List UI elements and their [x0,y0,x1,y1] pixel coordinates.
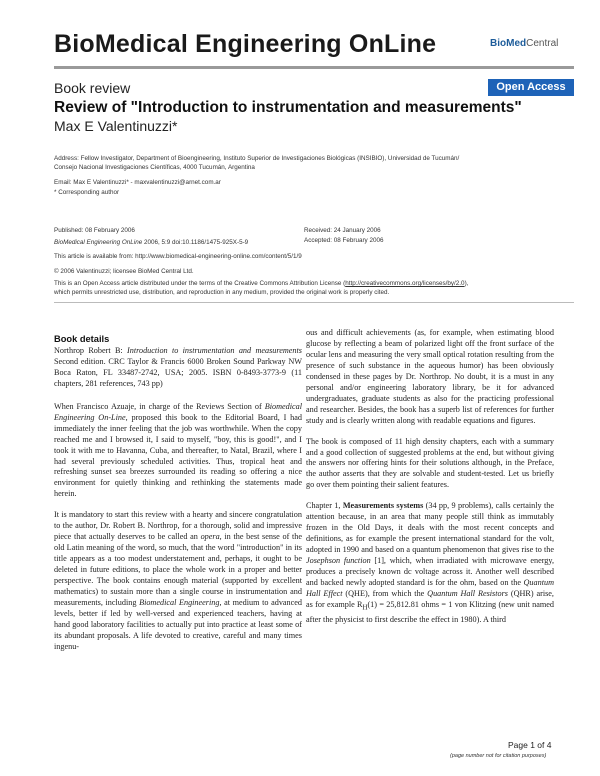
p5-text-e: (QHR) arise, as for example R [306,588,554,609]
book-details-title: Introduction to instrumentation and measurements [127,345,302,355]
p2-text-b: , in the best sense of the old Latin meaning of the word, so much, that the word "introduction" in its title appears as a too modest understatement and, perhaps, it ought to be deleted in future editions, to place the whole work in a proper and better perspective. The book contains enough material (supported by excellent mathematics) to sustain more than a single course in instrumentation and measurements, including [54,532,302,607]
p1-text-b: , proposed this book to the Editorial Board, I had immediately the inner feeling that the job was worthwhile. When the copy reached me and I browsed it, I said to myself, "boy, this is good!", and I took it with me to Havanna, Cuba, and thereafter, to Natal, Brazil, where I had several previously scheduled activities. Thus, tropical heat and refreshing sunset sea breezes surrounded its reading so offering a nice environment for quietly thinking and rethinking the statements made herein. [54,412,303,499]
citation [54,238,248,247]
license-text [54,279,574,297]
corresponding-author-note: * Corresponding author [54,189,120,196]
p5-italic-1: Josephson function [306,556,371,566]
p5-text-f: (1) = 25,812.81 ohms = 1 von Klitzing (new unit named after the physicist to first describe the effect in 1980). A third [306,599,555,624]
metadata-rule [54,302,574,303]
book-details-paragraph [54,346,302,390]
citation-journal: BioMedical Engineering OnLine [54,239,143,246]
address-line-2: Consejo Nacional Investigaciones Científicas, 4000 Tucumán, Argentina [54,164,255,171]
accepted-date: Accepted: 08 February 2006 [304,237,384,244]
p5-text-b: (34 pp, 9 problems), calls certainly the attention because, in an area that many people still think as immutably frozen in the Old Days, it deals with the most recent concepts and definitions, as for example the present international standard for the volt, adopted in 1990 and based on a quantum phenomenon that gives rise to the [306,501,555,555]
paragraph-5 [306,501,554,625]
author-email[interactable]: Email: Max E Valentinuzzi* - maxvalentinuzzi@arnet.com.ar [54,179,221,186]
p5-text-a: Chapter 1, [306,501,343,511]
article-authors: Max E Valentinuzzi* [54,118,178,134]
left-column [54,334,302,663]
logo-part-central: Central [526,38,559,49]
license-link[interactable]: http://creativecommons.org/licenses/by/2.0 [345,280,465,287]
article-title: Review of "Introduction to instrumentation and measurements" [54,99,522,116]
journal-title: BioMedical Engineering OnLine [54,30,437,58]
p5-subscript: H [362,604,368,612]
p5-italic-3: Quantum Hall Resistors [427,588,508,598]
book-details-author: Northrop Robert B: [54,345,128,355]
availability-url[interactable]: This article is available from: http://www.biomedical-engineering-online.com/content/5/1/9 [54,253,302,260]
book-details-publisher: Second edition. CRC Taylor & Francis 6000 Broken Sound Parkway NW Boca Raton, FL 33487-2742, USA; 2005. ISBN 0-8493-3773-9 (11 chapters, 281 references, 743 pp) [54,356,302,388]
book-details-heading: Book details [54,334,110,344]
license-text-c: which permits unrestricted use, distribution, and reproduction in any medium, provided the original work is properly cited. [54,289,390,296]
address-line-1: Address: Fellow Investigator, Department of Bioengineering, Instituto Superior de Investigaciones Biológicas (INSIBIO), Universidad de Tucumán/ [54,155,460,162]
page-number-note: (page number not for citation purposes) [450,753,547,759]
p5-italic-2: Quantum Hall Effect [306,578,554,598]
logo-part-biomed: BioMed [490,38,527,49]
page-number: Page 1 of 4 [508,740,552,750]
p1-text-a: When Francisco Azuaje, in charge of the Reviews Section of [54,401,265,411]
p1-italic: Biomedical Engineering On-Line [54,401,302,422]
header-rule [54,66,574,69]
p2-text-a: It is mandatory to start this review with a hearty and sincere congratulation to the author, Dr. Robert B. Northrop, for a thorough, solid and impressive piece that actually deserves to be called an [54,510,302,542]
paragraph-1 [54,402,302,501]
received-date: Received: 24 January 2006 [304,227,381,234]
biomed-central-logo [490,38,558,49]
p5-bold: Measurements systems [342,501,424,511]
citation-details: 2006, 5:9 doi:10.1186/1475-925X-5-9 [142,239,249,246]
p5-text-d: (QHE), from which the [342,588,428,598]
published-date: Published: 08 February 2006 [54,227,135,234]
section-label: Book review [54,80,131,96]
author-address [54,154,574,172]
paragraph-4: The book is composed of 11 high density chapters, each with a summary and a good collection of suggested problems at the end, but without giving the answers nor offering hints for their solutions although, in the Preface, the author asserts that they are solvable and student-tested. Let us briefly go over them pointing their salient features. [306,436,554,490]
license-text-b: ), [464,280,469,287]
copyright-notice: © 2006 Valentinuzzi; licensee BioMed Central Ltd. [54,268,194,275]
p2-italic-2: Biomedical Engineering [139,597,220,607]
p5-text-c: [1], which, when irradiated with microwave energy, produces a precisely known dc voltage across it. Another well described and backed newly adopted standard is for the ohm, based on the [306,556,554,588]
paragraph-3: ous and difficult achievements (as, for example, when estimating blood glucose by reflecting a beam of polarized light off the front surface of the ocular lens and measuring the very small optical rotation resulting from the presence of such substance in the aqueous humor) has been obviously condensed in these pages by Dr. Northrop. No doubt, it is a must in any personal and/or engineering laboratory library, be it for advanced undergraduates, graduate students as also for the practicing professional and researcher. Besides, the book has a superb list of references for further study and is clearly written along with readable equations and figures. [306,328,554,425]
right-column [306,328,554,635]
p2-text-c: , at medium to advanced levels, better if led by well-versed and experienced teachers, having at hand good laboratory facilities to actually put into practice at least some of its abundant proposals. A life devoted to creative, careful and many times ingenu- [54,597,303,651]
open-access-badge: Open Access [488,79,574,96]
paragraph-2 [54,510,302,652]
p2-italic-1: opera [200,532,220,542]
license-text-a: This is an Open Access article distributed under the terms of the Creative Commons Attribution License ( [54,280,346,287]
